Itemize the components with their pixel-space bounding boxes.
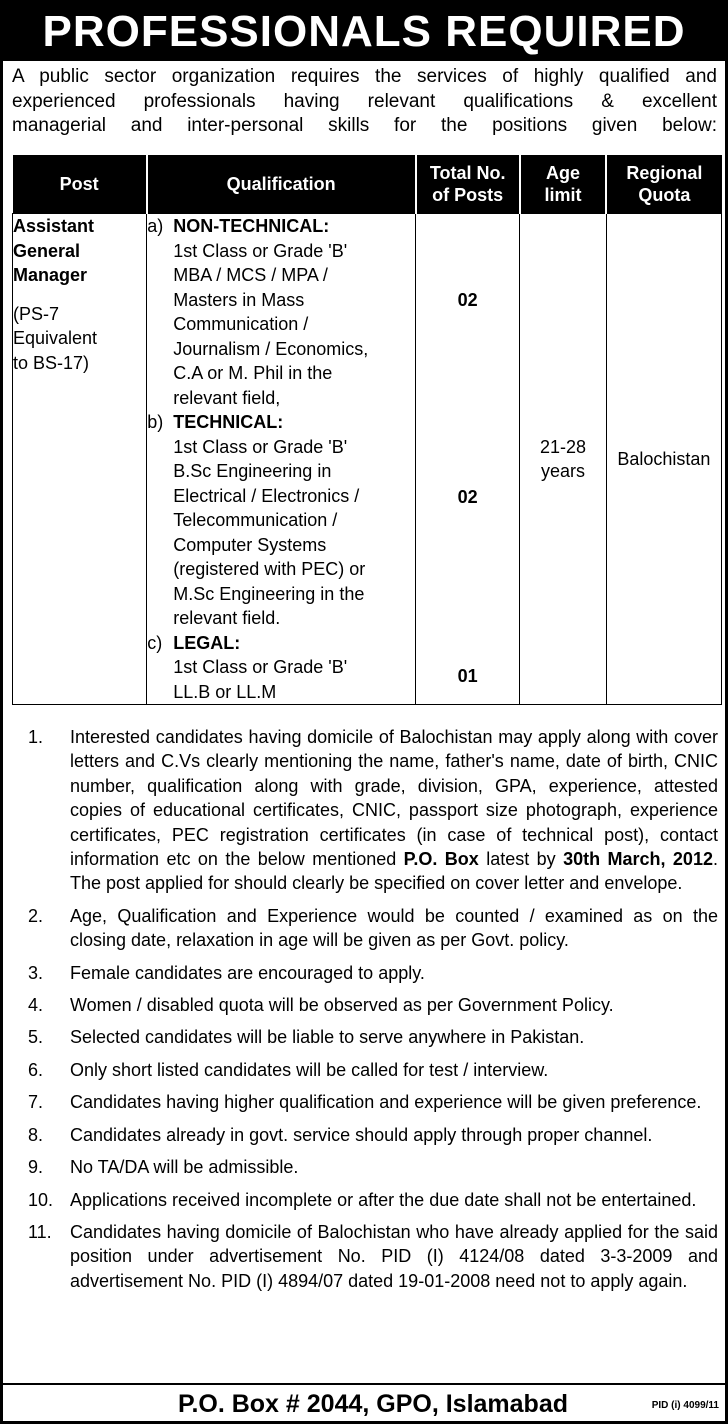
list-item <box>12 1090 718 1114</box>
term-text: Selected candidates will be liable to serve anywhere in Pakistan. <box>70 1027 585 1048</box>
header-quota-line: Quota <box>638 185 691 205</box>
qualification-line: 1st Class or Grade 'B' <box>173 436 348 457</box>
term-number: 8. <box>28 1124 44 1145</box>
term-number: 11. <box>28 1221 52 1242</box>
qualification-line: Journalism / Economics, <box>173 338 369 359</box>
header-qualification: Qualification <box>147 155 416 214</box>
qualification-heading: LEGAL: <box>173 632 241 653</box>
post-cell <box>13 214 147 705</box>
terms-list <box>12 725 718 1301</box>
qualification-line: Communication / <box>173 314 309 334</box>
footer <box>3 1386 725 1424</box>
term-text: Applications received incomplete or after the due date shall not be entertained. <box>70 1189 697 1210</box>
list-item <box>12 904 718 953</box>
term-text: No TA/DA will be admissible. <box>70 1157 299 1178</box>
qualification-line: relevant field, <box>173 387 281 408</box>
qualification-line: M.Sc Engineering in the <box>173 583 365 604</box>
term-text: Age, Qualification and Experience would be counted / examined as on the closing date, relaxation in age will be given as per Govt. policy. <box>70 905 718 951</box>
term-number: 2. <box>28 905 44 926</box>
post-title-line: Assistant <box>13 216 95 236</box>
intro-line: A public sector organization requires the services of highly qualified and <box>12 66 717 87</box>
term-text: Female candidates are encouraged to apply. <box>70 962 425 983</box>
total-posts-cell <box>416 214 520 705</box>
list-item <box>12 1058 718 1082</box>
post-title <box>13 214 146 288</box>
table-row <box>13 214 722 705</box>
age-limit-unit: years <box>540 461 585 481</box>
header-total-line: Total No. <box>429 163 506 183</box>
term-text-part: . The post applied for should clearly be specified on cover letter and envelope. <box>70 849 718 894</box>
qualification-line: relevant field. <box>173 608 281 628</box>
positions-table <box>12 155 722 705</box>
term-number: 5. <box>28 1027 44 1048</box>
qualification-letter: a) <box>147 216 164 236</box>
header-post: Post <box>13 155 147 214</box>
list-item <box>12 725 718 896</box>
page-title: PROFESSIONALS REQUIRED <box>3 3 725 61</box>
qualification-letter: b) <box>147 412 164 432</box>
intro-line: managerial and inter-personal skills for the positions given below: <box>12 115 717 136</box>
term-text: Only short listed candidates will be called for test / interview. <box>70 1059 549 1080</box>
intro-paragraph <box>12 65 717 139</box>
regional-quota-cell: Balochistan <box>606 214 721 705</box>
list-item <box>12 1025 718 1049</box>
qualification-line: LL.B or LL.M <box>173 681 277 702</box>
post-note-line: (PS-7 <box>13 303 60 324</box>
qualification-letter: c) <box>147 632 163 653</box>
list-item <box>12 961 718 985</box>
qualification-heading: TECHNICAL: <box>173 412 284 432</box>
list-item <box>12 993 718 1017</box>
posts-count-technical: 02 <box>457 487 478 507</box>
post-title-line: General <box>13 240 81 261</box>
header-quota-line: Regional <box>626 163 703 183</box>
header-total-posts <box>416 155 520 214</box>
qualification-line: B.Sc Engineering in <box>173 461 332 481</box>
term-number: 3. <box>28 962 44 983</box>
term-text-part: Interested candidates having domicile of Balochistan may apply along with cover letters and C.Vs clearly mentioning the name, father's name, date of birth, CNIC number, qualification along with grade, division, GPA, experience, attested copies of educational certificates, CNIC, passport size photograph, experience certificates, PEC registration certificates (in case of technical post), contact information etc on the below mentioned <box>70 727 718 870</box>
intro-line: experienced professionals having relevant qualifications & excellent <box>12 90 717 112</box>
qualification-line: Masters in Mass <box>173 289 305 310</box>
qualification-line: 1st Class or Grade 'B' <box>173 657 348 677</box>
term-text: Women / disabled quota will be observed as per Government Policy. <box>70 995 614 1016</box>
term-number: 6. <box>28 1059 44 1080</box>
table-header-row <box>13 155 722 214</box>
term-text <box>70 725 718 896</box>
term-number: 1. <box>28 727 44 747</box>
term-number: 4. <box>28 995 44 1016</box>
post-note-line: to BS-17) <box>13 352 90 373</box>
post-scale-note <box>13 302 146 376</box>
term-text: Candidates having higher qualification and experience will be given preference. <box>70 1092 702 1113</box>
term-bold-deadline: 30th March, 2012 <box>563 849 713 870</box>
header-age-line: limit <box>544 185 582 205</box>
footer-pid-code: PID (i) 4099/11 <box>651 1400 719 1411</box>
qualification-line: Computer Systems <box>173 534 327 555</box>
qualification-line: MBA / MCS / MPA / <box>173 265 328 285</box>
term-number: 10. <box>28 1189 54 1210</box>
header-regional-quota <box>606 155 721 214</box>
qualification-line: C.A or M. Phil in the <box>173 363 333 383</box>
list-item <box>12 1123 718 1147</box>
header-age-limit <box>520 155 607 214</box>
age-limit-range: 21-28 <box>539 437 586 457</box>
post-note-line: Equivalent <box>13 328 98 348</box>
post-title-line: Manager <box>13 265 88 285</box>
header-age-line: Age <box>545 163 580 183</box>
qualification-body <box>173 631 415 705</box>
term-text: Candidates already in govt. service should apply through proper channel. <box>70 1124 653 1145</box>
term-text-part: latest by <box>478 849 564 870</box>
qualification-body <box>173 410 415 631</box>
qualification-line: 1st Class or Grade 'B' <box>173 240 348 261</box>
term-number: 7. <box>28 1092 44 1113</box>
qualification-technical <box>147 410 415 631</box>
list-item <box>12 1188 718 1212</box>
list-item <box>12 1220 718 1293</box>
term-number: 9. <box>28 1157 44 1178</box>
qualification-line: Electrical / Electronics / <box>173 485 360 506</box>
qualification-cell <box>147 214 416 705</box>
header-total-line: of Posts <box>432 185 504 205</box>
term-text: Candidates having domicile of Balochistan who have already applied for the said position under advertisement No. PID (I) 4124/08 dated 3-3-2009 and advertisement No. PID (I) 4894/07 dated 19-01-2008 need not to apply again. <box>70 1221 718 1291</box>
posts-count-non-technical: 02 <box>457 290 478 310</box>
term-bold-pobox: P.O. Box <box>403 849 479 870</box>
footer-divider <box>3 1383 725 1385</box>
qualification-line: (registered with PEC) or <box>173 559 366 579</box>
posts-count-legal: 01 <box>457 666 478 686</box>
list-item <box>12 1155 718 1179</box>
qualification-non-technical <box>147 214 415 410</box>
qualification-legal <box>147 631 415 705</box>
footer-address: P.O. Box # 2044, GPO, Islamabad <box>178 1390 569 1418</box>
qualification-line: Telecommunication / <box>173 510 338 530</box>
qualification-body <box>173 214 415 410</box>
age-limit-cell <box>520 214 607 705</box>
qualification-heading: NON-TECHNICAL: <box>173 216 330 236</box>
